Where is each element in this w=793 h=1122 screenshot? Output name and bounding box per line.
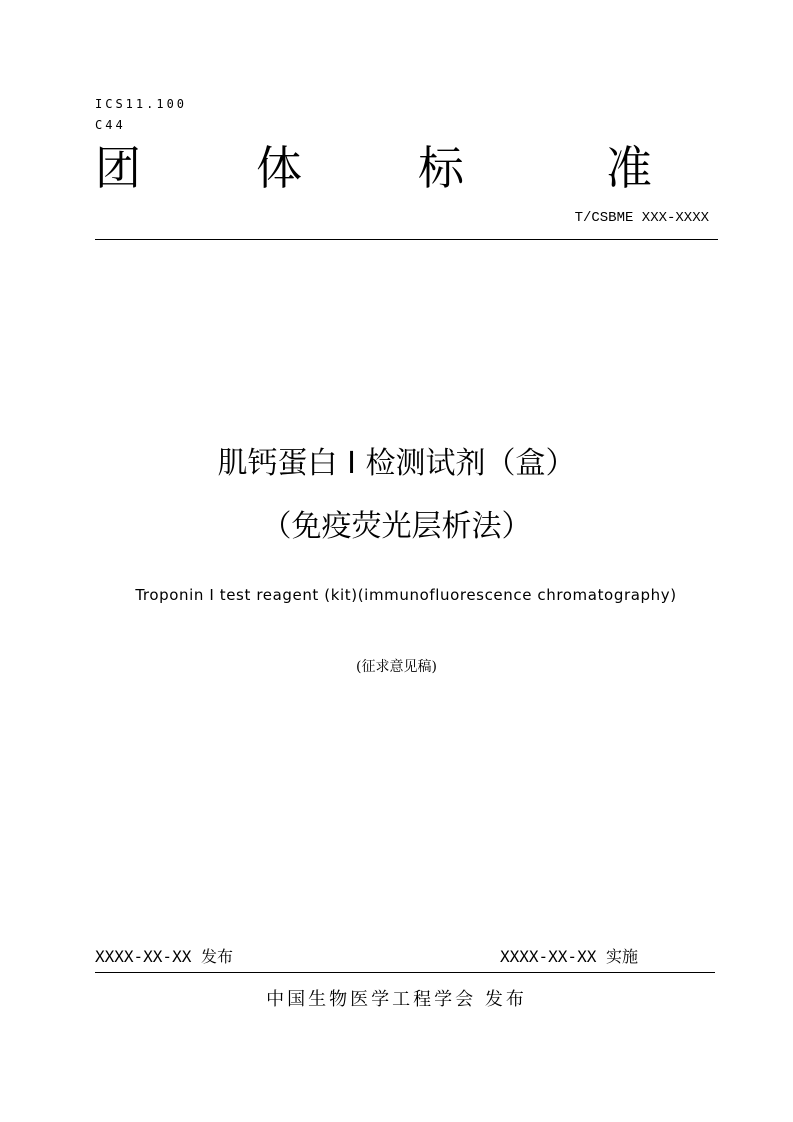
publish-date: XXXX-XX-XX 发布	[95, 947, 233, 966]
doc-type-char-2: 体	[256, 141, 302, 195]
header-divider	[95, 239, 718, 240]
draft-status: (征求意见稿)	[356, 659, 437, 675]
footer-divider	[95, 972, 715, 973]
issuing-organization: 中国生物医学工程学会 发布	[266, 989, 527, 1010]
doc-type-char-1: 团	[95, 141, 141, 195]
doc-type-char-3: 标	[418, 141, 464, 195]
implement-date: XXXX-XX-XX 实施	[500, 947, 638, 966]
doc-type-char-4: 准	[606, 141, 652, 195]
document-title-line2: （免疫荧光层析法）	[261, 509, 532, 544]
document-title-line1: 肌钙蛋白 I 检测试剂（盒）	[217, 446, 576, 481]
ics-code: ICS11.100	[95, 97, 188, 111]
english-title: Troponin I test reagent (kit)(immunofluorescence chromatography)	[135, 586, 677, 604]
ccs-code: C44	[95, 118, 126, 132]
standard-number: T/CSBME XXX-XXXX	[574, 210, 709, 226]
